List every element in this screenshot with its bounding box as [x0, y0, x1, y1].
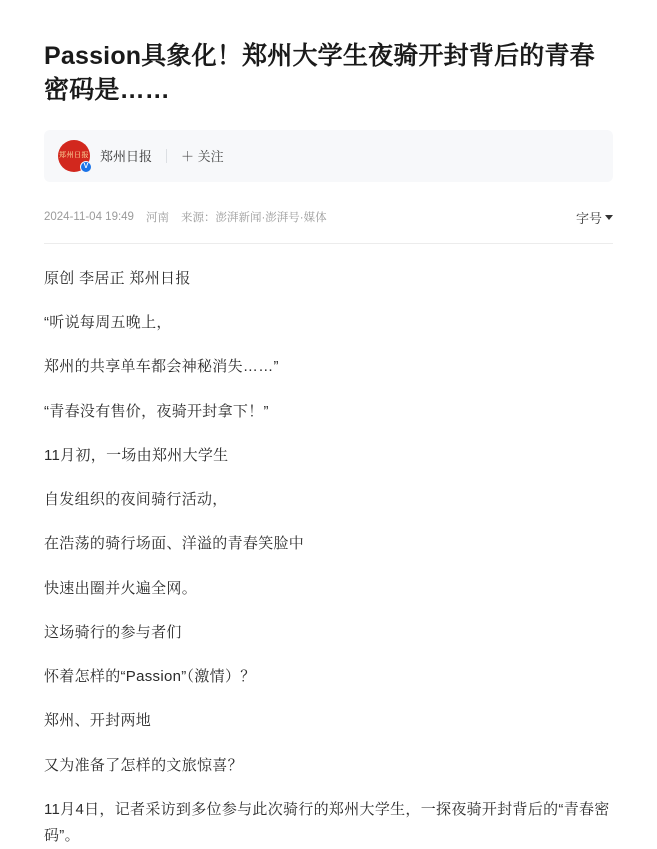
meta-info	[44, 209, 327, 225]
article-paragraph: 郑州的共享单车都会神秘消失……”	[44, 358, 279, 376]
source-name[interactable]: 郑州日报	[100, 149, 153, 165]
article-paragraph: 这场骑行的参与者们	[44, 623, 182, 641]
follow-button[interactable]: ＋ 关注	[181, 149, 224, 165]
article-paragraph: 11月4日，记者采访到多位参与此次骑行的郑州大学生，一探夜骑开封背后的“青春密码”。	[44, 800, 610, 844]
source-card	[44, 130, 613, 182]
font-size-button[interactable]	[576, 208, 613, 227]
page-title: Passion具象化！郑州大学生夜骑开封背后的青春密码是……	[44, 41, 595, 105]
publish-datetime: 2024-11-04 19:49	[44, 211, 134, 224]
meta-row	[44, 208, 613, 227]
article-paragraph: 在浩荡的骑行场面、洋溢的青春笑脸中	[44, 535, 305, 553]
chevron-down-icon	[605, 215, 613, 220]
article-body	[44, 266, 613, 849]
article-paragraph: 11月初，一场由郑州大学生	[44, 446, 229, 464]
article-paragraph: 快速出圈并火遍全网。	[44, 579, 198, 597]
article-paragraph: 自发组织的夜间骑行活动，	[44, 491, 228, 508]
article-paragraph: 又为准备了怎样的文旅惊喜？	[44, 756, 243, 774]
header-divider	[44, 243, 613, 244]
article-paragraph: 郑州、开封两地	[44, 712, 152, 730]
article-page	[0, 17, 657, 844]
article-paragraph: “青春没有售价，夜骑开封拿下！”	[44, 402, 269, 420]
divider	[166, 149, 167, 163]
publish-region: 河南	[145, 212, 169, 225]
avatar[interactable]	[58, 140, 90, 172]
article-paragraph: 怀着怎样的“Passion”（激情）？	[44, 668, 256, 685]
publish-source: 来源：澎湃新闻·澎湃号·媒体	[180, 212, 327, 225]
verified-badge-icon: V	[80, 161, 92, 173]
article-paragraph: “听说每周五晚上，	[44, 314, 172, 331]
font-size-label: 字号	[575, 210, 602, 226]
newspaper-logo-icon: 郑州日报	[58, 140, 90, 172]
article-paragraph: 原创 李居正 郑州日报	[44, 269, 191, 287]
